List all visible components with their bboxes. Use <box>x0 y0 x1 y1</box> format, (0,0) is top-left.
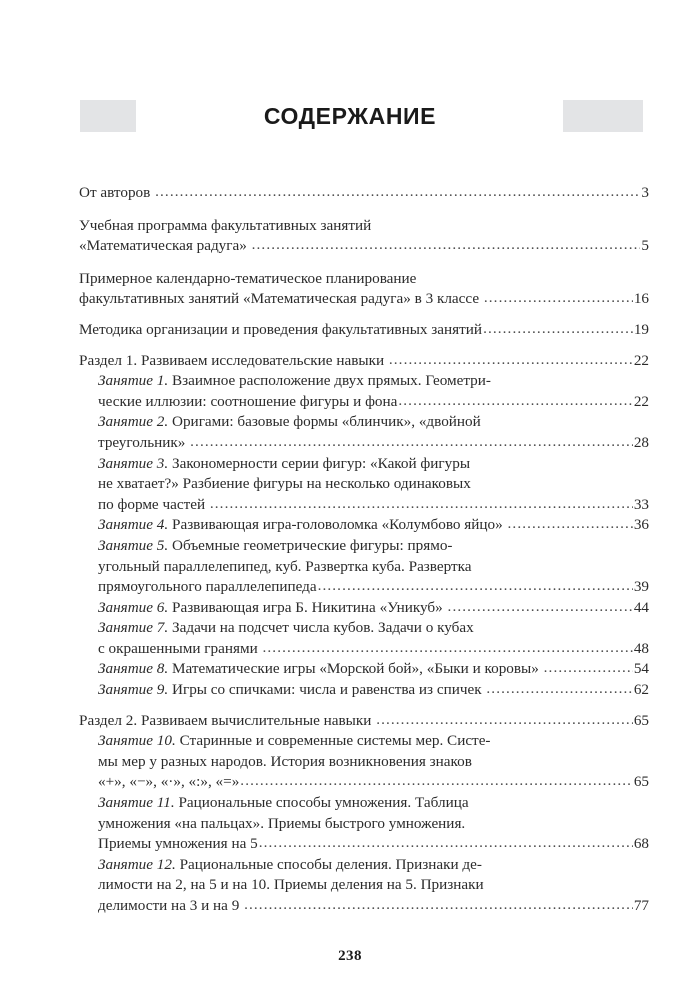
dot-leader <box>398 391 632 412</box>
toc-entry-text-line: Раздел 1. Развиваем исследовательские навыки <box>79 351 388 369</box>
dot-leader <box>483 319 633 340</box>
toc-entry[interactable] <box>79 183 649 204</box>
toc-entry-text <box>79 289 483 310</box>
toc-entry-text-line: Математические игры «Морской бой», «Быки и коровы» <box>168 660 543 678</box>
toc-entry-line <box>98 752 649 773</box>
toc-entry[interactable] <box>98 855 649 917</box>
dot-leader <box>240 771 633 792</box>
toc-entry-text-line: факультативных занятий «Математическая радуга» в 3 классе <box>79 290 483 308</box>
toc-entry-tail <box>98 577 649 598</box>
toc-entry-text-line: делимости на 3 и на 9 <box>98 897 244 914</box>
toc-page-number: 62 <box>633 681 649 699</box>
toc-entry-text: Взаимное расположение двух прямых. Геометри- <box>168 372 491 390</box>
toc-entry-line <box>98 855 649 876</box>
toc-page-number: 3 <box>641 184 649 201</box>
dot-leader <box>389 350 633 371</box>
toc-entry-text-line: прямоугольного параллелепипеда <box>98 578 317 596</box>
toc-entry-label: Занятие 2. <box>98 413 169 431</box>
toc-entry-line <box>98 731 649 752</box>
toc-entry-text: угольный параллелепипед, куб. Развертка куба. Развертка <box>98 557 472 575</box>
toc-entry-text-line: «Математическая радуга» <box>79 237 251 255</box>
toc-entry-line <box>98 454 649 475</box>
toc-entry-text <box>98 834 258 855</box>
toc-page-number: 16 <box>633 290 649 308</box>
toc-entry[interactable] <box>98 659 649 680</box>
page-title: СОДЕРЖАНИЕ <box>263 103 437 129</box>
toc-entry-text <box>98 598 447 619</box>
toc-entry-text-line: Игры со спичками: числа и равенства из спичек <box>168 681 486 699</box>
toc-entry-line <box>98 875 649 896</box>
toc-entry-label: Занятие 8. <box>98 660 169 678</box>
toc-entry-text <box>79 711 375 732</box>
toc-entry-text-line: Развивающая игра Б. Никитина «Уникуб» <box>168 598 447 616</box>
toc-page-number: 65 <box>633 711 649 729</box>
toc-entry-label: Занятие 6. <box>98 598 169 616</box>
toc-entry-text: умножения «на пальцах». Приемы быстрого умножения. <box>98 814 466 832</box>
toc-entry-line <box>98 814 649 835</box>
dot-leader <box>190 432 633 453</box>
toc-entry-text: Объемные геометрические фигуры: прямо- <box>168 536 453 554</box>
toc-entry-tail <box>79 320 649 341</box>
dot-leader <box>318 576 633 597</box>
toc-entry-text <box>98 659 543 680</box>
toc-entry[interactable] <box>98 454 649 516</box>
table-of-contents <box>79 183 649 917</box>
toc-page-number: 28 <box>633 433 649 451</box>
toc-entry-tail <box>98 680 649 701</box>
toc-entry-tail <box>79 183 649 204</box>
toc-entry-tail <box>98 598 649 619</box>
toc-page-number: 33 <box>633 495 649 513</box>
toc-entry-line <box>79 269 649 290</box>
toc-entry-text-line: От авторов <box>79 184 155 201</box>
toc-entry[interactable] <box>98 731 649 793</box>
dot-leader <box>259 833 633 854</box>
toc-entry-line <box>98 793 649 814</box>
toc-entry-tail <box>79 351 649 372</box>
toc-entry-label: Занятие 4. <box>98 516 169 534</box>
toc-entry-text <box>98 515 507 536</box>
dot-leader <box>376 710 633 731</box>
toc-entry-tail <box>98 659 649 680</box>
toc-entry[interactable] <box>98 515 649 536</box>
toc-entry-tail <box>98 515 649 536</box>
toc-entry-label: Занятие 5. <box>98 536 169 554</box>
toc-page-number: 54 <box>633 660 649 678</box>
toc-entry-text-line: треугольник» <box>98 433 190 451</box>
dot-leader <box>508 514 633 535</box>
toc-entry-text: Закономерности серии фигур: «Какой фигуры <box>168 454 471 472</box>
toc-entry-text-line: с окрашенными гранями <box>98 639 262 657</box>
dot-leader <box>448 597 633 618</box>
toc-entry-text <box>79 320 482 341</box>
toc-entry-text <box>98 639 262 660</box>
toc-entry-text <box>79 236 251 257</box>
toc-entry-tail <box>79 711 649 732</box>
toc-entry-text: не хватает?» Разбиение фигуры на несколько одинаковых <box>98 475 471 493</box>
toc-entry-text <box>98 896 243 917</box>
toc-entry-tail <box>98 772 649 793</box>
dot-leader <box>544 658 633 679</box>
toc-entry[interactable] <box>79 320 649 341</box>
toc-page-number: 22 <box>633 351 649 369</box>
toc-entry-line <box>98 412 649 433</box>
toc-entry[interactable] <box>79 269 649 310</box>
toc-entry-text <box>98 680 485 701</box>
toc-page-number: 22 <box>633 392 649 410</box>
title-band <box>0 100 700 134</box>
toc-entry-text-line: ческие иллюзии: соотношение фигуры и фона <box>98 392 398 410</box>
dot-leader <box>252 235 641 256</box>
toc-entry[interactable] <box>98 536 649 598</box>
dot-leader <box>486 679 632 700</box>
dot-leader <box>263 638 633 659</box>
toc-entry-text: Старинные и современные системы мер. Систе- <box>175 732 491 750</box>
dot-leader <box>484 288 633 309</box>
toc-entry[interactable] <box>98 680 649 701</box>
toc-entry[interactable] <box>79 351 649 372</box>
toc-entry-tail <box>98 834 649 855</box>
toc-entry-text <box>98 772 239 793</box>
toc-entry-text: Рациональные способы деления. Признаки де- <box>175 855 482 873</box>
toc-entry-tail <box>98 495 649 516</box>
toc-entry-line <box>79 216 649 237</box>
toc-entry-tail <box>79 289 649 310</box>
toc-page-number: 44 <box>633 598 649 616</box>
toc-page-number: 39 <box>633 578 649 596</box>
toc-entry-text-line: Приемы умножения на 5 <box>98 835 258 853</box>
page-number-folio: 238 <box>338 948 362 964</box>
toc-entry-label: Занятие 3. <box>98 454 169 472</box>
toc-entry-label: Занятие 11. <box>98 794 175 812</box>
dot-leader <box>210 494 633 515</box>
toc-entry[interactable] <box>98 618 649 659</box>
toc-entry-text-line: «+», «−», «·», «:», «=» <box>98 773 240 791</box>
toc-entry-text: Примерное календарно-тематическое планирование <box>79 269 417 287</box>
toc-page-number: 68 <box>633 835 649 853</box>
toc-entry-tail <box>98 392 649 413</box>
dot-leader <box>155 182 640 203</box>
toc-entry[interactable] <box>98 412 649 453</box>
toc-entry-line <box>98 474 649 495</box>
toc-entry-label: Занятие 10. <box>98 732 176 750</box>
toc-page-number: 65 <box>633 773 649 791</box>
toc-entry-tail <box>98 433 649 454</box>
toc-entry-text <box>98 577 317 598</box>
toc-entry-text <box>98 495 209 516</box>
toc-entry-text: Оригами: базовые формы «блинчик», «двойной <box>168 413 481 431</box>
toc-entry-text <box>98 433 189 454</box>
toc-entry-line <box>98 371 649 392</box>
toc-entry-text-line: Раздел 2. Развиваем вычислительные навыки <box>79 711 376 729</box>
toc-entry-text-line: по форме частей <box>98 495 209 513</box>
toc-page-number: 48 <box>633 639 649 657</box>
toc-entry[interactable] <box>98 598 649 619</box>
toc-page-number: 36 <box>633 516 649 534</box>
toc-entry-text: Задачи на подсчет числа кубов. Задачи о кубах <box>168 619 474 637</box>
toc-page-number: 5 <box>641 237 649 255</box>
toc-entry-label: Занятие 7. <box>98 619 169 637</box>
toc-entry-tail <box>79 236 649 257</box>
toc-entry[interactable] <box>98 793 649 855</box>
toc-entry[interactable] <box>79 216 649 257</box>
toc-page-number: 19 <box>633 320 649 338</box>
dot-leader <box>244 895 633 916</box>
toc-entry-text <box>98 392 397 413</box>
toc-entry-tail <box>98 639 649 660</box>
toc-entry-text-line: Развивающая игра-головоломка «Колумбово яйцо» <box>168 516 507 534</box>
toc-entry-tail <box>98 896 649 917</box>
toc-entry-text-line: Методика организации и проведения факультативных занятий <box>79 320 483 338</box>
toc-entry-label: Занятие 1. <box>98 372 169 390</box>
toc-entry-label: Занятие 9. <box>98 681 169 699</box>
toc-entry-line <box>98 536 649 557</box>
toc-entry-text: Учебная программа факультативных занятий <box>79 216 372 234</box>
toc-entry-label: Занятие 12. <box>98 855 176 873</box>
toc-entry[interactable] <box>98 371 649 412</box>
toc-entry-line <box>98 618 649 639</box>
toc-entry-line <box>98 557 649 578</box>
toc-entry-text: мы мер у разных народов. История возникновения знаков <box>98 752 472 770</box>
toc-entry-text <box>79 351 388 372</box>
toc-entry-text <box>79 183 154 204</box>
toc-entry-text: лимости на 2, на 5 и на 10. Приемы деления на 5. Признаки <box>98 876 484 894</box>
toc-page-number: 77 <box>633 897 649 914</box>
toc-entry[interactable] <box>79 711 649 732</box>
toc-entry-text: Рациональные способы умножения. Таблица <box>174 794 469 812</box>
